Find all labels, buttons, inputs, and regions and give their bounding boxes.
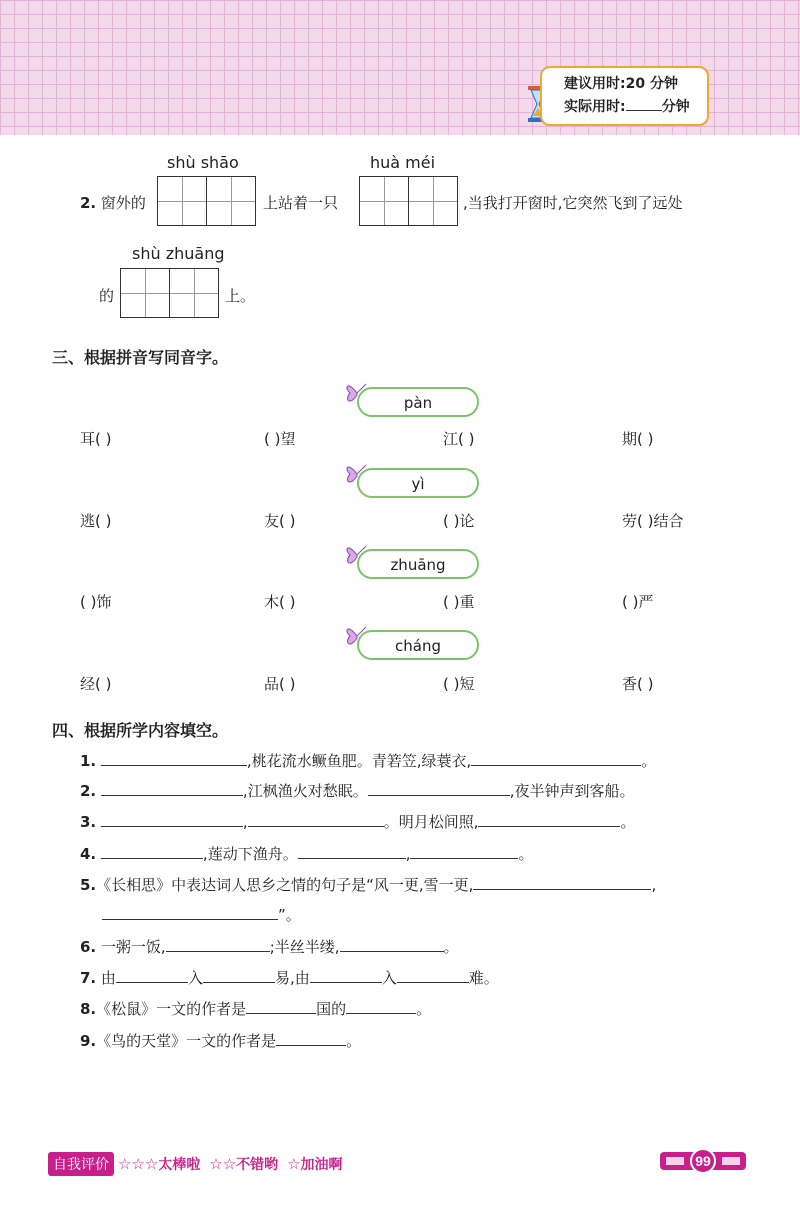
fill-q7: [80, 967, 499, 988]
tianzi-grid-shushao[interactable]: [157, 176, 256, 226]
section3-title: 三、根据拼音写同音字。: [52, 348, 229, 367]
eval-keep: 加油啊: [300, 1157, 343, 1173]
q4-text-a: ,莲动下渔舟。: [202, 845, 298, 863]
section4-title: 四、根据所学内容填空。: [52, 721, 229, 740]
q5-text-b: ,: [651, 876, 657, 894]
q-number: 6.: [80, 938, 97, 956]
q-number: 5.: [80, 876, 97, 894]
star-icon[interactable]: ☆: [118, 1155, 132, 1173]
q7-text-e: 难。: [468, 969, 499, 987]
star-icon[interactable]: ☆: [222, 1155, 237, 1173]
fill-q9: [80, 1030, 361, 1051]
q8-text-a: 《松鼠》一文的作者是: [96, 1000, 247, 1018]
blank[interactable]: [101, 751, 247, 766]
blank[interactable]: [368, 781, 510, 796]
q9-text-a: 《鸟的天堂》一文的作者是: [96, 1032, 277, 1050]
blank[interactable]: [101, 781, 243, 796]
char-item[interactable]: 友( ): [264, 512, 296, 530]
pinyin-shuzhuang: shù zhuāng: [132, 244, 225, 263]
q-number: 9.: [80, 1032, 97, 1050]
star-icon[interactable]: ☆: [144, 1155, 159, 1173]
q7-text-d: 入: [381, 969, 397, 987]
eval-badge: 自我评价: [48, 1152, 114, 1176]
star-icon[interactable]: ☆: [287, 1155, 301, 1173]
actual-time-unit: 分钟: [661, 99, 690, 115]
blank[interactable]: [340, 937, 444, 952]
q-number: 3.: [80, 813, 97, 831]
q-number: 1.: [80, 752, 97, 770]
q2-part4: 的: [99, 287, 115, 305]
char-item[interactable]: ( )饰: [80, 593, 112, 611]
fill-q8: [80, 998, 431, 1019]
blank[interactable]: [397, 968, 469, 983]
blank[interactable]: [478, 812, 620, 827]
blank[interactable]: [116, 968, 188, 983]
tianzi-cell[interactable]: [157, 176, 207, 226]
q-number: 2.: [80, 782, 97, 800]
timer-box: [540, 66, 709, 126]
char-item[interactable]: ( )望: [264, 430, 296, 448]
eval-good: 不错哟: [236, 1157, 279, 1173]
star-icon[interactable]: ☆: [209, 1155, 223, 1173]
q3-text-a: ,: [242, 813, 248, 831]
q1-text-b: 。: [641, 752, 657, 770]
q2-number: 2.: [80, 194, 97, 212]
q8-text-b: 国的: [316, 1000, 347, 1018]
blank[interactable]: [471, 751, 641, 766]
q2-part2: 上站着一只: [263, 194, 339, 212]
char-item[interactable]: 江( ): [443, 430, 475, 448]
q-number: 7.: [80, 969, 97, 987]
pinyin-shushao: shù shāo: [167, 153, 239, 172]
pinyin-pill-chang: cháng: [357, 630, 479, 660]
q2-part3: ,当我打开窗时,它突然飞到了远处: [463, 194, 683, 212]
char-item[interactable]: 耳( ): [80, 430, 112, 448]
fill-q2: [80, 780, 634, 801]
tianzi-cell[interactable]: [408, 176, 458, 226]
tianzi-cell[interactable]: [120, 268, 170, 318]
fill-q1: [80, 750, 656, 771]
self-evaluation: [48, 1152, 343, 1176]
q6-text-b: ;半丝半缕,: [269, 938, 340, 956]
q2-text-a: ,江枫渔火对愁眠。: [242, 782, 368, 800]
char-item[interactable]: 木( ): [264, 593, 296, 611]
actual-time: [564, 96, 690, 116]
tianzi-cell[interactable]: [206, 176, 256, 226]
q9-text-b: 。: [346, 1032, 362, 1050]
pinyin-pill-yi: yì: [357, 468, 479, 498]
blank[interactable]: [298, 844, 406, 859]
char-item[interactable]: 劳( )结合: [622, 512, 684, 530]
char-item[interactable]: ( )论: [443, 512, 475, 530]
tianzi-grid-huamei[interactable]: [359, 176, 458, 226]
blank[interactable]: [102, 905, 278, 920]
blank[interactable]: [410, 844, 518, 859]
blank[interactable]: [246, 999, 316, 1014]
page-number: 99: [695, 1153, 711, 1169]
pinyin-huamei: huà méi: [370, 153, 436, 172]
char-item[interactable]: ( )严: [622, 593, 654, 611]
q2-text-b: ,夜半钟声到客船。: [509, 782, 635, 800]
q-number: 4.: [80, 845, 97, 863]
blank[interactable]: [310, 968, 382, 983]
actual-time-label: 实际用时:: [564, 99, 626, 115]
blank[interactable]: [203, 968, 275, 983]
pinyin-pill-pan: pàn: [357, 387, 479, 417]
blank[interactable]: [248, 812, 384, 827]
q-number: 8.: [80, 1000, 97, 1018]
q7-text-c: 易,由: [274, 969, 310, 987]
q3-text-c: 。: [620, 813, 636, 831]
fill-q5: [80, 874, 656, 895]
blank[interactable]: [473, 875, 651, 890]
q3-text-b: 。明月松间照,: [383, 813, 479, 831]
q7-text-a: 由: [100, 969, 116, 987]
blank[interactable]: [276, 1031, 346, 1046]
q2-line1-start: [80, 192, 146, 213]
char-item[interactable]: 品( ): [264, 675, 296, 693]
q6-text-a: 一粥一饭,: [100, 938, 166, 956]
blank[interactable]: [101, 844, 203, 859]
q5-text-a: 《长相思》中表达词人思乡之情的句子是“风一更,雪一更,: [96, 876, 474, 894]
tianzi-grid-shuzhuang[interactable]: [120, 268, 219, 318]
q4-text-c: 。: [518, 845, 534, 863]
fill-q4: [80, 843, 534, 864]
char-item[interactable]: 经( ): [80, 675, 112, 693]
q2-part1: 窗外的: [100, 194, 146, 212]
tianzi-cell[interactable]: [169, 268, 219, 318]
star-icon[interactable]: ☆: [131, 1155, 145, 1173]
tianzi-cell[interactable]: [359, 176, 409, 226]
suggested-time: 建议用时:20 分钟: [564, 76, 678, 92]
fill-q5-line2: [102, 904, 301, 925]
char-item[interactable]: 香( ): [622, 675, 654, 693]
q7-text-b: 入: [187, 969, 203, 987]
actual-time-blank[interactable]: [626, 96, 662, 111]
blank[interactable]: [346, 999, 416, 1014]
char-item[interactable]: 期( ): [622, 430, 654, 448]
fill-q3: [80, 811, 636, 832]
eval-great: 太棒啦: [158, 1157, 201, 1173]
blank[interactable]: [166, 937, 270, 952]
char-item[interactable]: ( )短: [443, 675, 475, 693]
page-number-badge: [660, 1148, 746, 1174]
q6-text-c: 。: [443, 938, 459, 956]
pinyin-pill-zhuang: zhuāng: [357, 549, 479, 579]
q1-text-a: ,桃花流水鳜鱼肥。青箬笠,绿蓑衣,: [246, 752, 472, 770]
q8-text-c: 。: [416, 1000, 432, 1018]
q2-part5: 上。: [225, 287, 256, 305]
q5-text-c: ”。: [278, 906, 301, 924]
blank[interactable]: [101, 812, 243, 827]
char-item[interactable]: 逃( ): [80, 512, 112, 530]
char-item[interactable]: ( )重: [443, 593, 475, 611]
fill-q6: [80, 936, 459, 957]
q4-text-b: ,: [405, 845, 411, 863]
